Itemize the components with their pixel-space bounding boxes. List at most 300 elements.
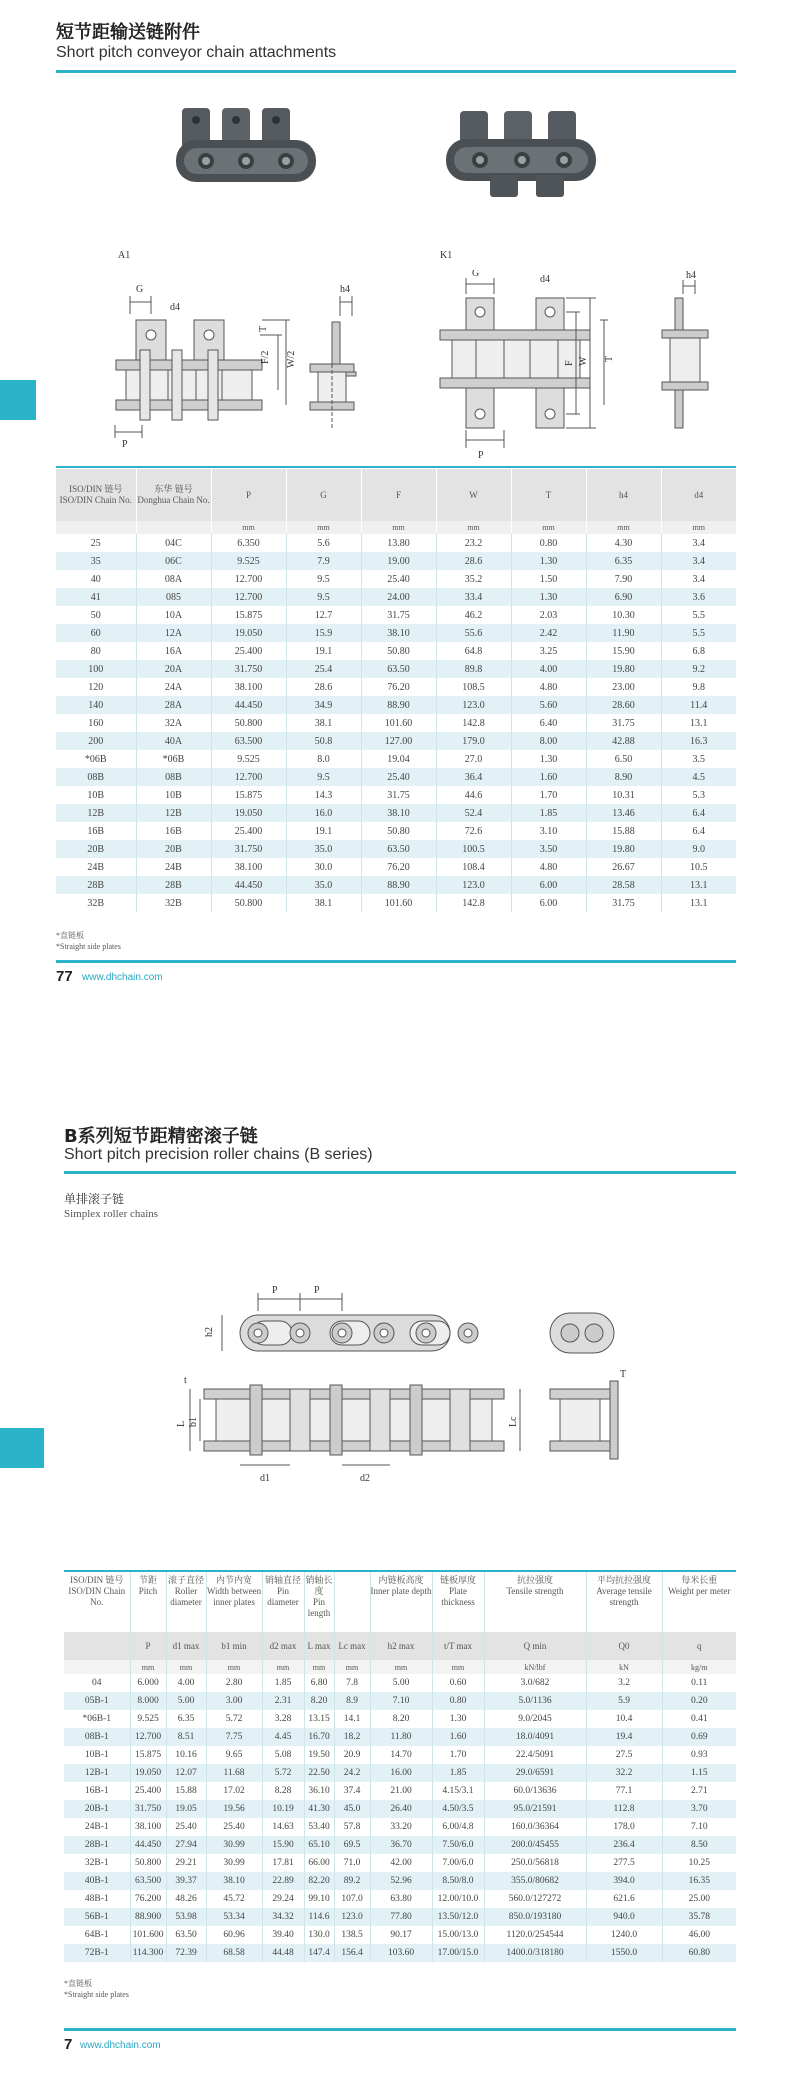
table-cell: 16.3 [661, 732, 736, 750]
table-cell: 5.08 [262, 1746, 304, 1764]
table-cell: 5.00 [166, 1692, 206, 1710]
header-symbol-0 [64, 1632, 130, 1660]
table-cell: 80 [56, 642, 136, 660]
table-cell: 40B-1 [64, 1872, 130, 1890]
a1-label: A1 [118, 250, 131, 261]
unit-cell: mm [661, 521, 736, 534]
table-cell: 3.4 [661, 534, 736, 552]
table-cell: 13.46 [586, 804, 661, 822]
table-cell: 0.69 [662, 1728, 736, 1746]
table-cell: 9.525 [211, 750, 286, 768]
table-cell: 10B-1 [64, 1746, 130, 1764]
table-cell: 9.5 [286, 570, 361, 588]
table-cell: 15.88 [166, 1782, 206, 1800]
table-cell: 55.6 [436, 624, 511, 642]
table-cell: 16.0 [286, 804, 361, 822]
header-cn: 节距 [138, 1575, 157, 1585]
table-cell: 7.75 [206, 1728, 262, 1746]
table-row [64, 1710, 736, 1728]
table-cell: 24.00 [361, 588, 436, 606]
table-cell: 12.700 [130, 1728, 166, 1746]
table-cell: 46.00 [662, 1926, 736, 1944]
table-cell: 28A [136, 696, 211, 714]
table-cell: 63.500 [211, 732, 286, 750]
table-cell: 6.4 [661, 822, 736, 840]
table-cell: 32B [136, 894, 211, 912]
table-cell: 12.700 [211, 588, 286, 606]
table-cell: 7.10 [370, 1692, 432, 1710]
table-cell: 1.85 [262, 1674, 304, 1692]
table-cell: 850.0/193180 [484, 1908, 586, 1926]
table-cell: 19.050 [211, 804, 286, 822]
table-cell: 19.050 [211, 624, 286, 642]
table-cell: 7.9 [286, 552, 361, 570]
table-cell: 20B-1 [64, 1800, 130, 1818]
table-cell: 19.80 [586, 660, 661, 678]
table-cell: 35.0 [286, 840, 361, 858]
table-cell: 63.50 [166, 1926, 206, 1944]
header-name-3 [206, 1572, 262, 1632]
table-cell: 22.89 [262, 1872, 304, 1890]
table-cell: 1.15 [662, 1764, 736, 1782]
table-cell: 19.1 [286, 822, 361, 840]
roller-chain-drawing [160, 1285, 660, 1485]
table-cell: 20.9 [334, 1746, 370, 1764]
table-cell: 200.0/45455 [484, 1836, 586, 1854]
header-name-0 [64, 1572, 130, 1632]
unit-cell: mm [436, 521, 511, 534]
table-cell: 25.400 [211, 822, 286, 840]
table-cell: 65.10 [304, 1836, 334, 1854]
svg-text:t: t [184, 1375, 187, 1386]
table-cell: 34.32 [262, 1908, 304, 1926]
header-en: Roller diameter [170, 1586, 202, 1607]
table-cell: 2.31 [262, 1692, 304, 1710]
svg-text:P: P [122, 439, 128, 450]
table-cell: 4.5 [661, 768, 736, 786]
table-cell: 112.8 [586, 1800, 662, 1818]
table-cell: 06C [136, 552, 211, 570]
header-name-9 [484, 1572, 586, 1632]
header-t: T [511, 469, 586, 521]
table-cell: 90.17 [370, 1926, 432, 1944]
table-row [64, 1944, 736, 1962]
table-cell: 8.90 [586, 768, 661, 786]
table-cell: 15.90 [586, 642, 661, 660]
table-row [56, 642, 736, 660]
table-cell: 10.19 [262, 1800, 304, 1818]
table-row [56, 858, 736, 876]
table-cell: 19.05 [166, 1800, 206, 1818]
table-cell: 32B-1 [64, 1854, 130, 1872]
table-cell: 114.6 [304, 1908, 334, 1926]
table-cell: 6.00 [511, 894, 586, 912]
table-cell: 99.10 [304, 1890, 334, 1908]
page7-url[interactable]: www.dhchain.com [80, 2040, 161, 2051]
svg-text:T: T [604, 355, 615, 362]
table-cell: 53.34 [206, 1908, 262, 1926]
table-cell: 3.28 [262, 1710, 304, 1728]
table-cell: 15.875 [211, 786, 286, 804]
table-cell: 160.0/36364 [484, 1818, 586, 1836]
k1-chain-photo [440, 105, 610, 205]
table-cell: 13.1 [661, 876, 736, 894]
header-name-10 [586, 1572, 662, 1632]
table-cell: 13.1 [661, 714, 736, 732]
table-cell: 8.20 [304, 1692, 334, 1710]
table-cell: 38.10 [361, 624, 436, 642]
header-en: Average tensile strength [596, 1586, 652, 1607]
table-cell: 23.00 [586, 678, 661, 696]
table-cell: 123.0 [334, 1908, 370, 1926]
svg-text:L: L [176, 1420, 187, 1427]
table-cell: 0.11 [662, 1674, 736, 1692]
table-row [64, 1926, 736, 1944]
header-en: Width between inner plates [206, 1586, 262, 1607]
table-cell: 13.15 [304, 1710, 334, 1728]
table-cell: 82.20 [304, 1872, 334, 1890]
header-symbol-4: d2 max [262, 1632, 304, 1660]
table-cell: 37.4 [334, 1782, 370, 1800]
header-symbol-5: L max [304, 1632, 334, 1660]
table-cell: 04C [136, 534, 211, 552]
header-en: Pin diameter [267, 1586, 299, 1607]
table-cell: 38.1 [286, 894, 361, 912]
table-cell: 108.4 [436, 858, 511, 876]
table-cell: 24B [136, 858, 211, 876]
header-unit-2: mm [166, 1660, 206, 1674]
table-cell: 0.80 [511, 534, 586, 552]
table-cell: 7.00/6.0 [432, 1854, 484, 1872]
unit-cell: mm [286, 521, 361, 534]
table-cell: 63.500 [130, 1872, 166, 1890]
table-row [56, 822, 736, 840]
table-cell: 31.75 [586, 714, 661, 732]
table-cell: 72.6 [436, 822, 511, 840]
table-cell: 0.80 [432, 1692, 484, 1710]
header-name-4 [262, 1572, 304, 1632]
table-cell: 178.0 [586, 1818, 662, 1836]
table-cell: 44.48 [262, 1944, 304, 1962]
table-cell: 31.750 [130, 1800, 166, 1818]
table-cell: 25.40 [361, 570, 436, 588]
note-en: *Straight side plates [56, 942, 121, 951]
table-cell: 45.0 [334, 1800, 370, 1818]
page77-number: 77 [56, 968, 73, 985]
table-cell: 32A [136, 714, 211, 732]
table-cell: 41 [56, 588, 136, 606]
page7-subtitle-cn: 单排滚子链 [64, 1192, 125, 1206]
header-cn: 平均抗拉强度 [596, 1575, 651, 1585]
header-symbol-6: Lc max [334, 1632, 370, 1660]
table-cell: 25.4 [286, 660, 361, 678]
table-cell: 1550.0 [586, 1944, 662, 1962]
table-cell: 41.30 [304, 1800, 334, 1818]
table-cell: 17.00/15.0 [432, 1944, 484, 1962]
table-cell: 36.10 [304, 1782, 334, 1800]
header-cn: 滚子直径 [167, 1575, 204, 1585]
header-unit-1: mm [130, 1660, 166, 1674]
table-cell: 8.00 [511, 732, 586, 750]
svg-text:d4: d4 [170, 302, 180, 313]
header-cn: 内节内宽 [215, 1575, 252, 1585]
table-cell: 10.25 [662, 1854, 736, 1872]
table-cell: 107.0 [334, 1890, 370, 1908]
table-cell: 13.50/12.0 [432, 1908, 484, 1926]
table-row [64, 1746, 736, 1764]
svg-text:P: P [272, 1285, 278, 1296]
table-cell: 8.000 [130, 1692, 166, 1710]
table-cell: 08A [136, 570, 211, 588]
table-cell: 13.80 [361, 534, 436, 552]
attachments-table [56, 469, 736, 912]
table-cell: 50.80 [361, 822, 436, 840]
table-cell: 25.400 [211, 642, 286, 660]
table-cell: 4.00 [511, 660, 586, 678]
table-cell: 10B [136, 786, 211, 804]
side-tab-lower [0, 1428, 44, 1468]
unit-cell [136, 521, 211, 534]
table-cell: 103.60 [370, 1944, 432, 1962]
table-cell: 53.40 [304, 1818, 334, 1836]
table-cell: 39.40 [262, 1926, 304, 1944]
table-cell: 88.90 [361, 696, 436, 714]
table-cell: 15.00/13.0 [432, 1926, 484, 1944]
table-cell: 38.1 [286, 714, 361, 732]
table-cell: 2.03 [511, 606, 586, 624]
page7-footer-rule [64, 2028, 736, 2031]
svg-text:G: G [136, 284, 144, 295]
table-cell: 6.00 [511, 876, 586, 894]
table-cell: 16A [136, 642, 211, 660]
table-cell: 44.450 [211, 876, 286, 894]
table-cell: 5.5 [661, 606, 736, 624]
table-row [56, 606, 736, 624]
table-cell: 13.1 [661, 894, 736, 912]
table-cell: 3.00 [206, 1692, 262, 1710]
table-cell: 38.100 [211, 858, 286, 876]
table-cell: 127.00 [361, 732, 436, 750]
table-cell: 50.800 [130, 1854, 166, 1872]
table-cell: 35.0 [286, 876, 361, 894]
table-cell: 7.10 [662, 1818, 736, 1836]
table-cell: 11.80 [370, 1728, 432, 1746]
table-cell: 28.6 [286, 678, 361, 696]
table-cell: 40 [56, 570, 136, 588]
header-name-5 [304, 1572, 334, 1632]
page77-title-cn: 短节距输送链附件 [56, 22, 200, 43]
svg-text:G: G [472, 270, 480, 279]
table-cell: 44.450 [211, 696, 286, 714]
table-row [56, 750, 736, 768]
table-cell: 142.8 [436, 894, 511, 912]
table-cell: 39.37 [166, 1872, 206, 1890]
header-en: Plate thickness [441, 1586, 475, 1607]
table-cell: 16B [56, 822, 136, 840]
table-cell: 8.50/8.0 [432, 1872, 484, 1890]
table-cell: *06B [56, 750, 136, 768]
table-cell: 18.0/4091 [484, 1728, 586, 1746]
table-cell: 0.60 [432, 1674, 484, 1692]
table-cell: 114.300 [130, 1944, 166, 1962]
table-cell: 9.65 [206, 1746, 262, 1764]
a1-drawing [110, 280, 370, 450]
table-cell: 3.6 [661, 588, 736, 606]
svg-text:T: T [620, 1369, 627, 1380]
table-cell: 7.90 [586, 570, 661, 588]
table-cell: 7.8 [334, 1674, 370, 1692]
header-cn: 链板厚度 [439, 1575, 476, 1585]
table-cell: 5.0/1136 [484, 1692, 586, 1710]
table-cell: 36.70 [370, 1836, 432, 1854]
header-symbol-8: t/T max [432, 1632, 484, 1660]
svg-text:Lc: Lc [508, 1416, 519, 1427]
table-cell: 32B [56, 894, 136, 912]
table-cell: 560.0/127272 [484, 1890, 586, 1908]
table-cell: 12B [56, 804, 136, 822]
table-cell: 4.15/3.1 [432, 1782, 484, 1800]
table-cell: 30.99 [206, 1854, 262, 1872]
table-cell: 940.0 [586, 1908, 662, 1926]
table-row [56, 534, 736, 552]
table-cell: 4.50/3.5 [432, 1800, 484, 1818]
table-cell: 19.00 [361, 552, 436, 570]
table-cell: 2.71 [662, 1782, 736, 1800]
table-cell: 10A [136, 606, 211, 624]
table-cell: 50.80 [361, 642, 436, 660]
table-cell: 8.20 [370, 1710, 432, 1728]
table-cell: 66.00 [304, 1854, 334, 1872]
table-cell: 20B [56, 840, 136, 858]
side-tab-upper [0, 380, 36, 420]
table-cell: 5.00 [370, 1674, 432, 1692]
table-cell: 621.6 [586, 1890, 662, 1908]
table-cell: 11.4 [661, 696, 736, 714]
table-cell: 24B [56, 858, 136, 876]
table-cell: 4.30 [586, 534, 661, 552]
table-cell: 11.68 [206, 1764, 262, 1782]
table-row [56, 714, 736, 732]
header-en: ISO/DIN Chain No. [68, 1586, 126, 1607]
page77-url[interactable]: www.dhchain.com [82, 972, 163, 983]
table-cell: 22.50 [304, 1764, 334, 1782]
table-cell: 16.00 [370, 1764, 432, 1782]
table-cell: 52.96 [370, 1872, 432, 1890]
table-cell: 1240.0 [586, 1926, 662, 1944]
table-cell: 3.10 [511, 822, 586, 840]
page7-subtitle-en: Simplex roller chains [64, 1208, 159, 1220]
table-cell: 250.0/56818 [484, 1854, 586, 1872]
table-cell: 12B-1 [64, 1764, 130, 1782]
a1-chain-photo [170, 100, 330, 200]
table-cell: 120 [56, 678, 136, 696]
table-cell: 3.0/682 [484, 1674, 586, 1692]
table-row [56, 624, 736, 642]
table-cell: 52.4 [436, 804, 511, 822]
table-cell: 08B-1 [64, 1728, 130, 1746]
header-p: P [211, 469, 286, 521]
table-cell: 142.8 [436, 714, 511, 732]
table-cell: 29.0/6591 [484, 1764, 586, 1782]
table-cell: 76.200 [130, 1890, 166, 1908]
table-cell: 6.90 [586, 588, 661, 606]
table-cell: 8.51 [166, 1728, 206, 1746]
table-cell: 31.75 [586, 894, 661, 912]
table-cell: 38.100 [211, 678, 286, 696]
header-unit-4: mm [262, 1660, 304, 1674]
table-cell: 76.20 [361, 678, 436, 696]
table-cell: 6.50 [586, 750, 661, 768]
svg-text:h4: h4 [340, 284, 350, 295]
header-unit-8: mm [432, 1660, 484, 1674]
header-name-1 [130, 1572, 166, 1632]
table-cell: 25.40 [166, 1818, 206, 1836]
table-cell: 100.5 [436, 840, 511, 858]
svg-text:d2: d2 [360, 1473, 370, 1484]
header-unit-7: mm [370, 1660, 432, 1674]
table-cell: 4.80 [511, 858, 586, 876]
note-cn: *直链板 [64, 1979, 92, 1988]
header-name-2 [166, 1572, 206, 1632]
table-cell: 14.63 [262, 1818, 304, 1836]
table-cell: 68.58 [206, 1944, 262, 1962]
table-cell: 28.60 [586, 696, 661, 714]
table-cell: 9.2 [661, 660, 736, 678]
table-cell: 101.600 [130, 1926, 166, 1944]
table-cell: 19.80 [586, 840, 661, 858]
table-row [64, 1890, 736, 1908]
table-cell: 19.050 [130, 1764, 166, 1782]
table-cell: 04 [64, 1674, 130, 1692]
table-cell: 3.5 [661, 750, 736, 768]
table-cell: 1.30 [511, 588, 586, 606]
table-cell: 2.80 [206, 1674, 262, 1692]
table-cell: 25.40 [361, 768, 436, 786]
header-symbol-10: Q0 [586, 1632, 662, 1660]
table-cell: 10.4 [586, 1710, 662, 1728]
header-unit-0 [64, 1660, 130, 1674]
table-cell: 08B [136, 768, 211, 786]
page7-title-en: Short pitch precision roller chains (B series) [64, 1146, 373, 1163]
table-cell: 3.50 [511, 840, 586, 858]
table-cell: 44.6 [436, 786, 511, 804]
table-cell: 5.6 [286, 534, 361, 552]
page77-title-en: Short pitch conveyor chain attachments [56, 44, 337, 61]
table-cell: 10.5 [661, 858, 736, 876]
table-row [64, 1692, 736, 1710]
header-unit-11: kg/m [662, 1660, 736, 1674]
unit-cell: mm [586, 521, 661, 534]
header-h4: h4 [586, 469, 661, 521]
header-cn: 内链板高度 [378, 1575, 424, 1585]
table-cell: 100 [56, 660, 136, 678]
table-cell: 28B [56, 876, 136, 894]
table-cell: 085 [136, 588, 211, 606]
table-cell: *06B [136, 750, 211, 768]
header-donghua-chain-no: 东华 链号 Donghua Chain No. [136, 469, 211, 521]
svg-text:F: F [564, 360, 575, 366]
table-row [56, 678, 736, 696]
table-cell: 77.80 [370, 1908, 432, 1926]
header-symbol-11: q [662, 1632, 736, 1660]
header-d4: d4 [661, 469, 736, 521]
table-cell: 40A [136, 732, 211, 750]
table-cell: 1.85 [432, 1764, 484, 1782]
header-en: Pin length [307, 1597, 331, 1618]
header-unit-6: mm [334, 1660, 370, 1674]
header-cn: 每米长重 [681, 1575, 718, 1585]
svg-text:F/2: F/2 [260, 350, 271, 364]
